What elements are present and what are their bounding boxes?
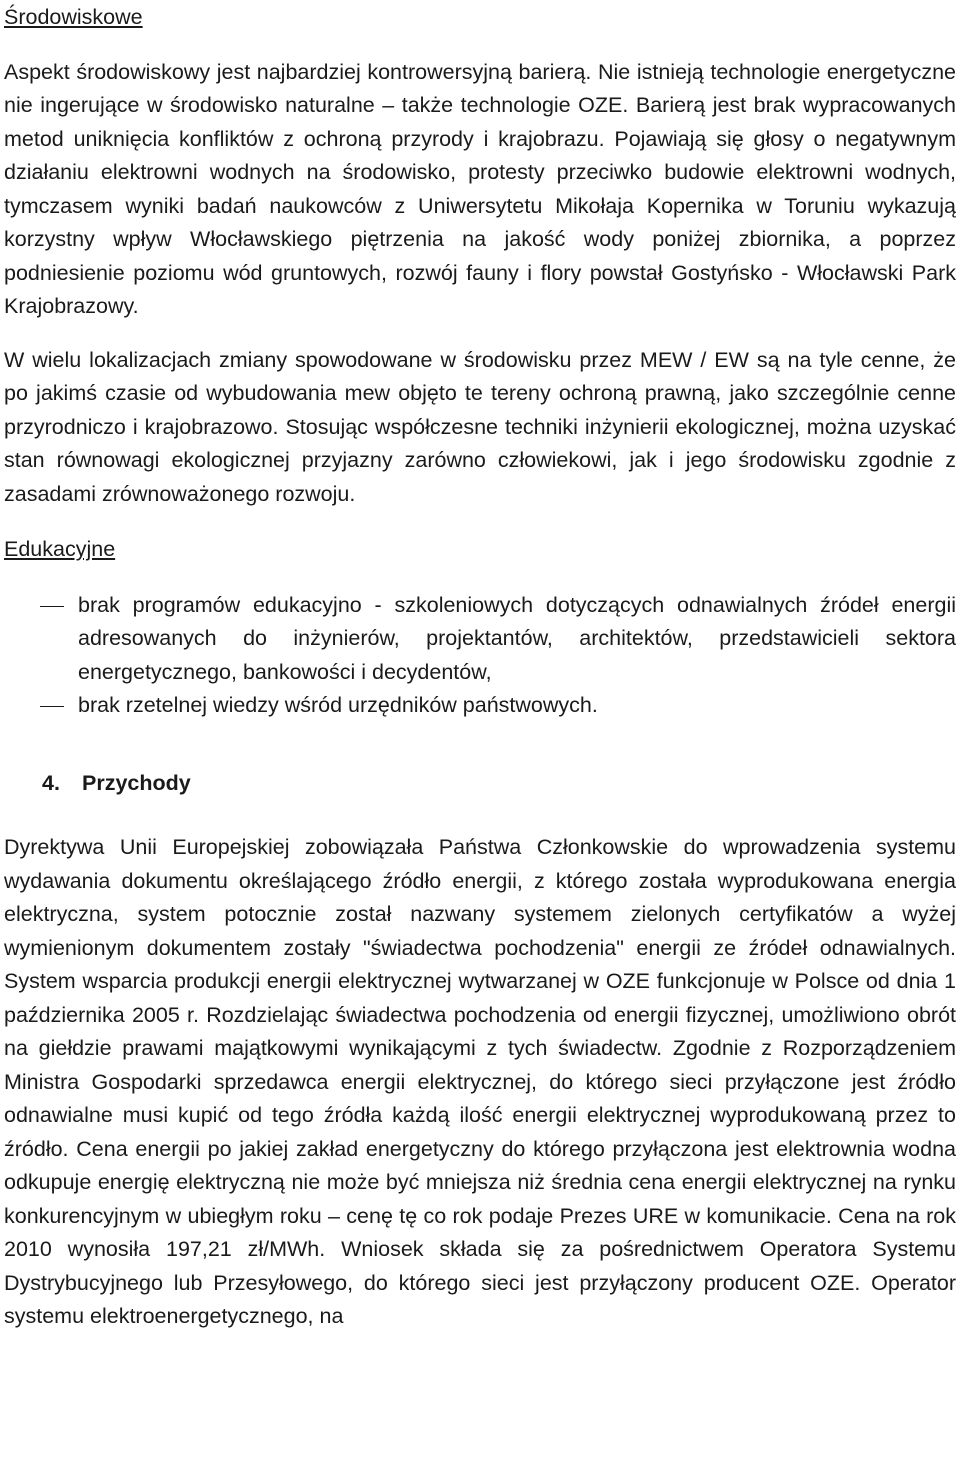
heading-educational: Edukacyjne <box>4 537 116 561</box>
educational-list <box>4 589 956 723</box>
dash-bullet-icon <box>40 606 64 607</box>
paragraph-environmental-2: W wielu lokalizacjach zmiany spowodowane w środowisku przez MEW / EW są na tyle cenne, że po jakimś czasie od wybudowania mew objęto te tereny ochroną prawną, jako szczególnie cenne przyrodniczo i krajobrazowo. Stosując współczesne techniki inżynierii ekologicznej, można uzyskać stan równowagi ekologicznej przyjazny zarówno człowiekowi, jak i jego środowisku zgodnie z zasadami zrównoważonego rozwoju. <box>4 347 956 506</box>
dash-bullet-icon <box>40 706 64 707</box>
list-item-text: brak programów edukacyjno - szkoleniowych dotyczących odnawialnych źródeł energii adresowanych do inżynierów, projektantów, architektów, przedstawicieli sektora energetycznego, bankowości i decydentów, <box>78 592 956 684</box>
list-item <box>4 589 956 690</box>
section-number: 4. <box>42 770 60 795</box>
list-item <box>4 689 956 723</box>
paragraph-environmental-1: Aspekt środowiskowy jest najbardziej kontrowersyjną barierą. Nie istnieją technologie energetyczne nie ingerujące w środowisko naturalne – także technologie OZE. Barierą jest brak wypracowanych metod uniknięcia konfliktów z ochroną przyrody i krajobrazu. Pojawiają się głosy o negatywnym działaniu elektrowni wodnych na środowisko, protesty przeciwko budowie elektrowni wodnych, tymczasem wyniki badań naukowców z Uniwersytetu Mikołaja Kopernika w Toruniu wykazują korzystny wpływ Włocławskiego piętrzenia na jakość wody poniżej zbiornika, a poprzez podniesienie poziomu wód gruntowych, rozwój fauny i flory powstał Gostyńsko - Włocławski Park Krajobrazowy. <box>4 59 956 318</box>
section-title-revenues <box>4 767 956 801</box>
paragraph-revenues: Dyrektywa Unii Europejskiej zobowiązała Państwa Członkowskie do wprowadzenia systemu wydawania dokumentu określającego źródło energii, z którego została wyprodukowana energia elektryczna, system potocznie został nazwany systemem zielonych certyfikatów a wyżej wymienionym dokumentem zostały "świadectwa pochodzenia" energii ze źródeł odnawialnych. System wsparcia produkcji energii elektrycznej wytwarzanej w OZE funkcjonuje w Polsce od dnia 1 października 2005 r. Rozdzielając świadectwa pochodzenia od energii fizycznej, umożliwiono obrót na giełdzie prawami majątkowymi wynikającymi z tych świadectw. Zgodnie z Rozporządzeniem Ministra Gospodarki sprzedawca energii elektrycznej, do którego sieci przyłączone jest źródło odnawialne musi kupić od tego źródła każdą ilość energii elektrycznej wyprodukowaną przez to źródło. Cena energii po jakiej zakład energetyczny do którego przyłączona jest elektrownia wodna odkupuje energię elektryczną nie może być mniejsza niż średnia cena energii elektrycznej na rynku konkurencyjnym w ubiegłym roku – cenę tę co rok podaje Prezes URE w komunikacie. Cena na rok 2010 wynosiła 197,21 zł/MWh. Wniosek składa się za pośrednictwem Operatora Systemu Dystrybucyjnego lub Przesyłowego, do którego sieci jest przyłączony producent OZE. Operator systemu elektroenergetycznego, na <box>4 835 956 1328</box>
list-item-text: brak rzetelnej wiedzy wśród urzędników państwowych. <box>78 693 598 717</box>
heading-environmental: Środowiskowe <box>4 5 143 29</box>
section-title-text: Przychody <box>82 770 191 795</box>
